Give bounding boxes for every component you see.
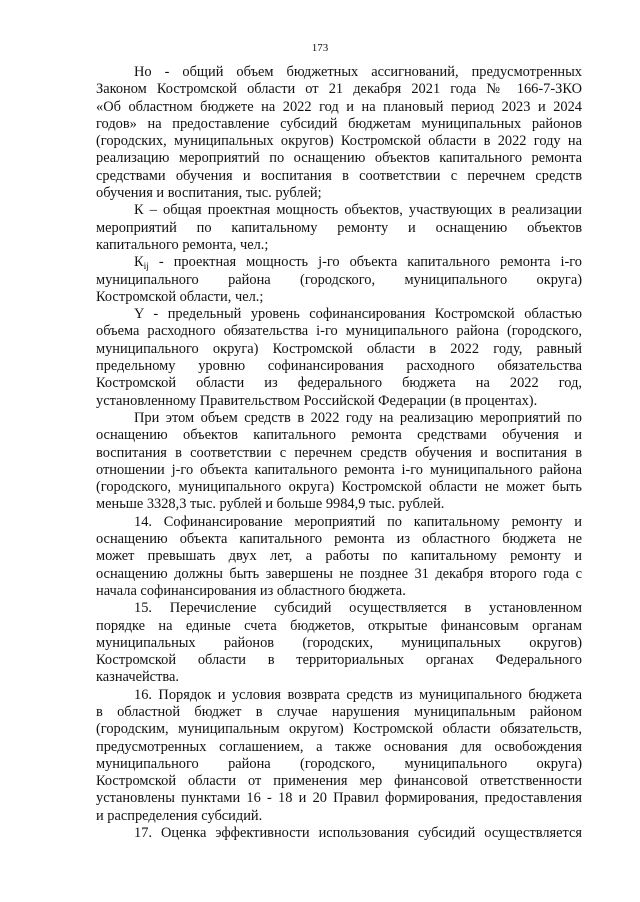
text-line: оснащению должны быть завершены не позднее 31 декабря второго года с: [96, 565, 582, 582]
text-line: муниципального района (городского, муниципального округа): [96, 271, 582, 288]
text-line: годов» на предоставление субсидий бюджетам муниципальных районов: [96, 115, 582, 132]
page-number: 173: [311, 42, 329, 54]
text-line: в областной бюджет в случае нарушения муниципальным районом: [96, 703, 582, 720]
symbol-k: К: [134, 254, 144, 271]
text-line: предусмотренных соглашением, а также основания для освобождения: [96, 738, 582, 755]
line-text: - проектная мощность j-го объекта капитального ремонта i-го: [148, 254, 582, 271]
text-line: Костромской области из федерального бюджета на 2022 год,: [96, 375, 582, 392]
text-line: (городских, муниципальных округов) Костромской области в 2022 году на: [96, 133, 582, 150]
text-line: оснащению объектов капитального ремонта средствами обучения и: [96, 427, 582, 444]
text-line: (городского, муниципального округа) Костромской области не может быть: [96, 479, 582, 496]
text-line: воспитания в соответствии с перечнем средств обучения и воспитания в: [96, 444, 582, 461]
symbol-k-ij: [134, 254, 149, 273]
text-line: установлены пунктами 16 - 18 и 20 Правил формирования, предоставления: [96, 790, 582, 807]
text-line: 16. Порядок и условия возврата средств из муниципального бюджета: [134, 686, 582, 703]
text-line: казначейства.: [96, 669, 179, 686]
text-line: порядке на единые счета бюджетов, открытые финансовым органам: [96, 617, 582, 634]
text-line: объема расходного обязательства i-го муниципального района (городского,: [96, 323, 582, 340]
text-line: обучения и воспитания, тыс. рублей;: [96, 185, 322, 202]
text-line: 15. Перечисление субсидий осуществляется в установленном: [134, 600, 582, 617]
text-line: мероприятий по капитальному ремонту и оснащению объектов: [96, 219, 582, 236]
text-line: 14. Софинансирование мероприятий по капитальному ремонту и: [134, 513, 582, 530]
text-line: и распределения субсидий.: [96, 807, 263, 824]
text-line: муниципального округа) Костромской области в 2022 году, равный: [96, 340, 582, 357]
text-line: При этом объем средств в 2022 году на реализацию мероприятий по: [134, 409, 582, 426]
text-line: Костромской области от применения мер финансовой ответственности: [96, 773, 582, 790]
text-line: меньше 3328,3 тыс. рублей и больше 9984,9 тыс. рублей.: [96, 496, 445, 513]
text-line: может превышать двух лет, а работы по капитальному ремонту и: [96, 548, 582, 565]
text-line: отношении j-го объекта капитального ремонта i-го муниципального района: [96, 461, 582, 478]
text-line: (городским, муниципальным округом) Костромской области обязательств,: [96, 721, 582, 738]
text-line: Но - общий объем бюджетных ассигнований, предусмотренных: [134, 64, 582, 80]
text-line: оснащению объекта капитального ремонта из областного бюджета не: [96, 531, 582, 548]
text-line: начала софинансирования из областного бюджета.: [96, 582, 406, 599]
text-line: Y - предельный уровень софинансирования Костромской областью: [134, 306, 582, 323]
text-line: 17. Оценка эффективности использования субсидий осуществляется: [134, 825, 582, 842]
symbol-subscript: ij: [143, 262, 149, 273]
text-line: «Об областном бюджете на 2022 год и на плановый период 2023 и 2024: [96, 98, 582, 115]
text-line: установленному Правительством Российской Федерации (в процентах).: [96, 392, 538, 409]
text-line: реализацию мероприятий по оснащению объектов капитального ремонта: [96, 150, 582, 167]
text-line: муниципальных районов (городских, муниципальных округов): [96, 634, 582, 651]
text-line: средствами обучения и воспитания в соответствии с перечнем средств: [96, 167, 582, 184]
text-line: Костромской области, чел.;: [96, 288, 264, 305]
text-line: К – общая проектная мощность объектов, участвующих в реализации: [134, 202, 582, 219]
text-line: Костромской области в территориальных органах Федерального: [96, 652, 582, 669]
text-line: предельному уровню софинансирования расходного обязательства: [96, 358, 582, 375]
document-body: [96, 64, 582, 842]
text-line: муниципального района (городского, муниципального округа): [96, 755, 582, 772]
text-line: [96, 254, 582, 271]
text-line: капитального ремонта, чел.;: [96, 236, 269, 253]
text-line: Законом Костромской области от 21 декабря 2021 года № 166-7-ЗКО: [96, 81, 582, 98]
